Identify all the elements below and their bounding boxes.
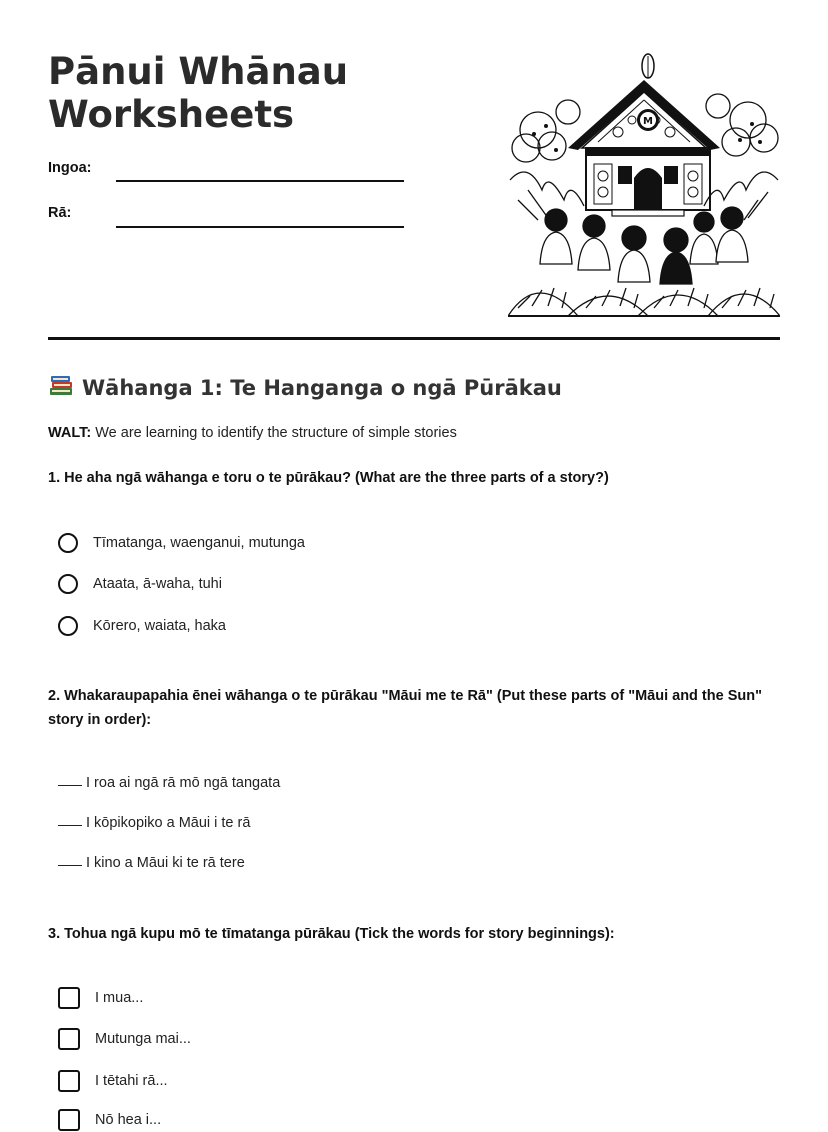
- section-title: [48, 374, 562, 400]
- q1-option-2[interactable]: [58, 572, 222, 596]
- order-blank[interactable]: [58, 825, 82, 826]
- option-label: Mutunga mai...: [95, 1031, 191, 1047]
- name-field[interactable]: [116, 180, 404, 182]
- option-label: Tīmatanga, waenganui, mutunga: [93, 535, 305, 551]
- radio-button[interactable]: [58, 574, 78, 594]
- option-label: Kōrero, waiata, haka: [93, 618, 226, 634]
- checkbox[interactable]: [58, 1109, 80, 1131]
- q3-option-4[interactable]: [58, 1108, 161, 1132]
- radio-button[interactable]: [58, 616, 78, 636]
- question-2: 2. Whakaraupapahia ēnei wāhanga o te pūrākau "Māui me te Rā" (Put these parts of "Māui and the Sun" story in order):: [48, 688, 762, 728]
- q3-option-3[interactable]: [58, 1069, 168, 1093]
- wharenui-illustration: [508, 50, 780, 318]
- order-label: I kino a Māui ki te rā tere: [86, 855, 245, 871]
- q2-item-2[interactable]: [58, 815, 250, 831]
- q3-option-2[interactable]: [58, 1027, 191, 1051]
- q2-item-3[interactable]: [58, 855, 245, 871]
- option-label: Nō hea i...: [95, 1112, 162, 1128]
- page-title: Pānui Whānau Worksheets: [48, 50, 349, 136]
- q2-item-1[interactable]: [58, 775, 280, 791]
- checkbox[interactable]: [58, 987, 80, 1009]
- svg-text:M: M: [643, 116, 653, 127]
- order-blank[interactable]: [58, 785, 82, 786]
- q3-option-1[interactable]: [58, 986, 143, 1010]
- walt-statement: [48, 425, 457, 441]
- option-label: I mua...: [95, 990, 144, 1006]
- order-label: I kōpikopiko a Māui i te rā: [86, 815, 251, 831]
- section-title-text: Wāhanga 1: Te Hanganga o ngā Pūrākau: [82, 376, 562, 400]
- date-label: Rā:: [48, 205, 72, 221]
- option-label: Ataata, ā-waha, tuhi: [93, 576, 222, 592]
- question-3: 3. Tohua ngā kupu mō te tīmatanga pūrākau (Tick the words for story beginnings):: [48, 926, 615, 942]
- option-label: I tētahi rā...: [95, 1073, 168, 1089]
- checkbox[interactable]: [58, 1028, 80, 1050]
- radio-button[interactable]: [58, 533, 78, 553]
- order-blank[interactable]: [58, 865, 82, 866]
- question-1: 1. He aha ngā wāhanga e toru o te pūrākau? (What are the three parts of a story?): [48, 470, 609, 486]
- walt-text: We are learning to identify the structure of simple stories: [95, 425, 457, 441]
- q1-option-1[interactable]: [58, 531, 305, 555]
- checkbox[interactable]: [58, 1070, 80, 1092]
- books-icon: [48, 374, 74, 398]
- walt-label: WALT:: [48, 425, 92, 441]
- date-field[interactable]: [116, 226, 404, 228]
- name-label: Ingoa:: [48, 160, 92, 176]
- header-divider: [48, 337, 780, 340]
- q1-option-3[interactable]: [58, 614, 226, 638]
- order-label: I roa ai ngā rā mō ngā tangata: [86, 775, 281, 791]
